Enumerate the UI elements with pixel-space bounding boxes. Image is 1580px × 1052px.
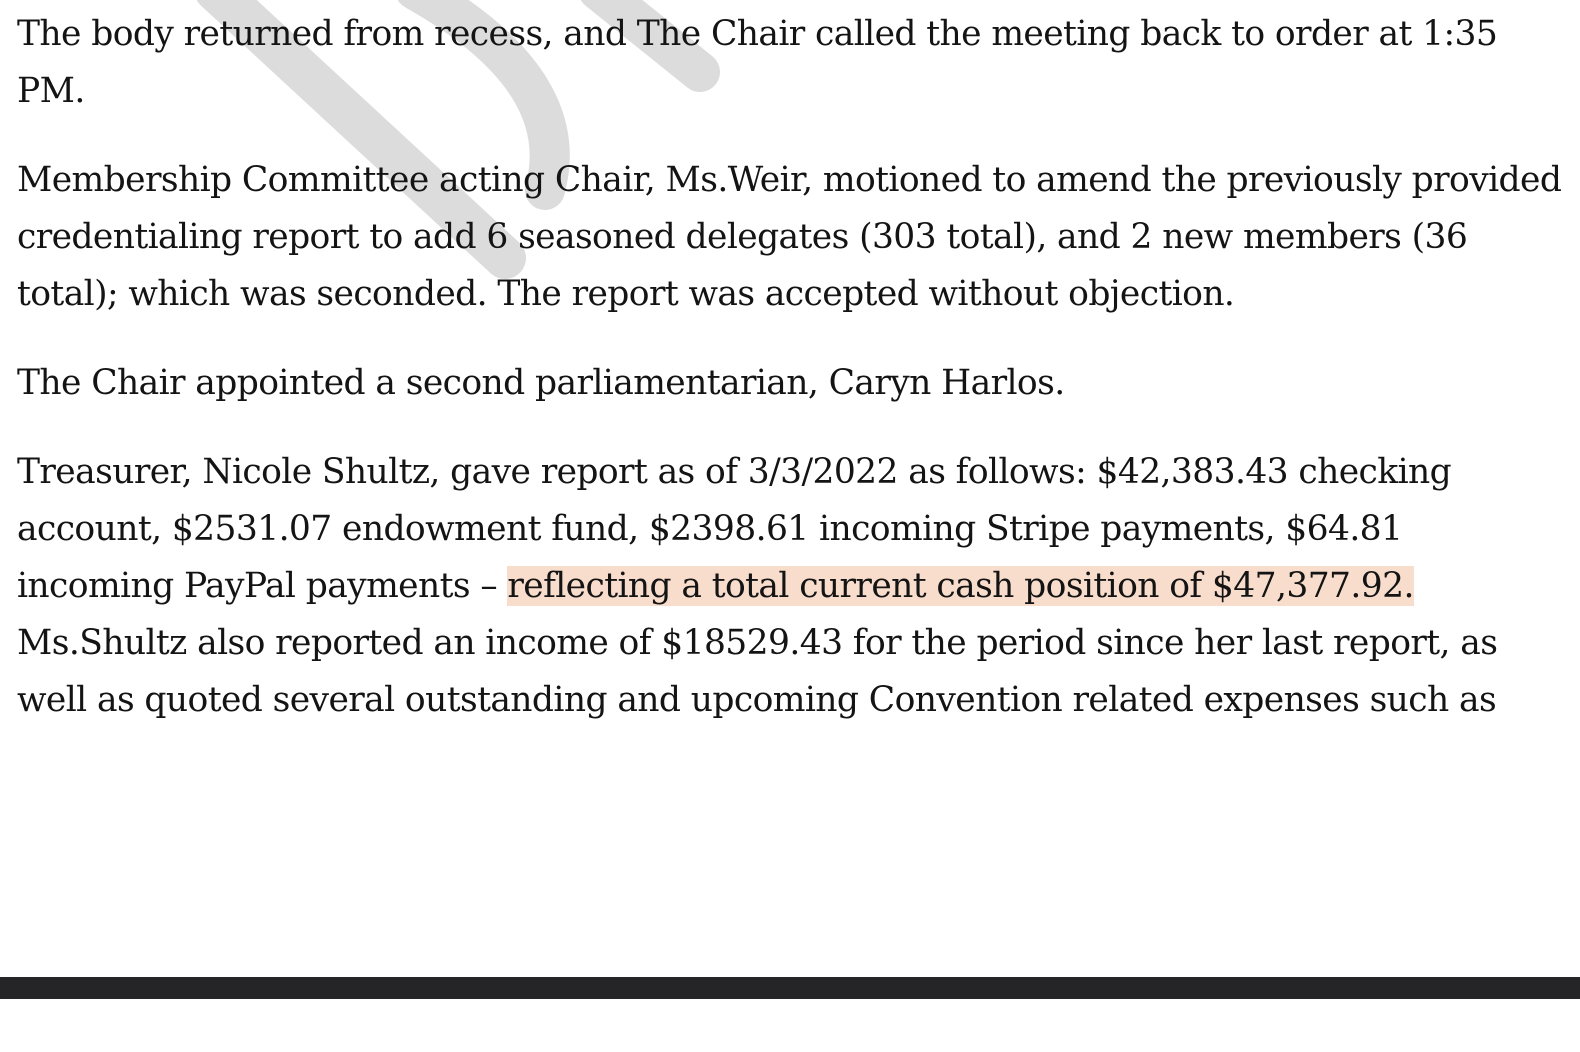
treasurer-report-continued: Ms.Shultz also reported an income of $18529.43 for the period since her last report, as well as quoted several outstanding and upcoming Convention related expenses such as <box>17 623 1498 720</box>
paragraph-parliamentarian: The Chair appointed a second parliamentarian, Caryn Harlos. <box>17 363 1065 403</box>
paragraph-treasurer-report <box>17 444 1562 729</box>
document-body <box>17 6 1562 761</box>
paragraph-membership-report: Membership Committee acting Chair, Ms.Weir, motioned to amend the previously provided credentialing report to add 6 seasoned delegates (303 total), and 2 new members (36 total); which was seconded. The report was accepted without objection. <box>17 160 1562 314</box>
bottom-bar <box>0 977 1580 999</box>
treasurer-report-text: Treasurer, Nicole Shultz, gave report as of 3/3/2022 as follows: $42,383.43 checking account, $2531.07 endowment fund, $2398.61 incoming Stripe payments, $64.81 incoming PayPal payments – <box>17 452 1452 606</box>
paragraph-recess-return: The body returned from recess, and The Chair called the meeting back to order at 1:35 PM. <box>17 14 1498 111</box>
highlighted-cash-position: reflecting a total current cash position of $47,377.92. <box>507 566 1414 606</box>
